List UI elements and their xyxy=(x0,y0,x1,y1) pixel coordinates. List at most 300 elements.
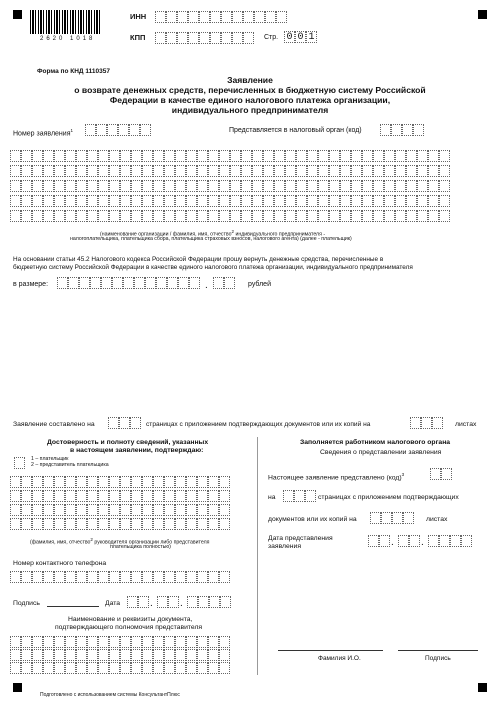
input-cell[interactable] xyxy=(219,180,230,192)
input-cell[interactable] xyxy=(219,476,230,488)
input-cell[interactable] xyxy=(98,180,109,192)
input-cell[interactable] xyxy=(21,518,32,530)
input-cell[interactable] xyxy=(21,165,32,177)
input-cell[interactable] xyxy=(32,571,43,583)
input-cell[interactable] xyxy=(439,165,450,177)
input-cell[interactable] xyxy=(175,476,186,488)
input-cell[interactable] xyxy=(318,150,329,162)
input-cell[interactable] xyxy=(252,165,263,177)
input-cell[interactable] xyxy=(21,476,32,488)
grid-row[interactable] xyxy=(10,150,450,162)
input-cell[interactable] xyxy=(10,636,21,648)
input-cell[interactable] xyxy=(197,210,208,222)
input-cell[interactable] xyxy=(131,476,142,488)
grid-row[interactable] xyxy=(10,195,450,207)
input-cell[interactable] xyxy=(186,490,197,502)
signer-type-field[interactable] xyxy=(14,457,25,469)
grid-row[interactable] xyxy=(10,649,230,661)
input-cell[interactable] xyxy=(230,180,241,192)
input-cell[interactable] xyxy=(439,210,450,222)
input-cell[interactable] xyxy=(131,210,142,222)
input-cell[interactable] xyxy=(153,165,164,177)
input-cell[interactable] xyxy=(263,195,274,207)
input-cell[interactable] xyxy=(221,11,232,23)
input-cell[interactable] xyxy=(109,150,120,162)
grid-row[interactable] xyxy=(10,636,230,648)
input-cell[interactable] xyxy=(384,165,395,177)
input-cell[interactable] xyxy=(120,180,131,192)
input-cell[interactable] xyxy=(252,195,263,207)
input-cell[interactable] xyxy=(296,210,307,222)
input-cell[interactable] xyxy=(340,165,351,177)
input-cell[interactable] xyxy=(87,649,98,661)
input-cell[interactable] xyxy=(210,32,221,44)
input-cell[interactable] xyxy=(219,165,230,177)
input-cell[interactable] xyxy=(219,490,230,502)
input-cell[interactable] xyxy=(109,504,120,516)
input-cell[interactable] xyxy=(208,504,219,516)
input-cell[interactable] xyxy=(175,649,186,661)
input-cell[interactable] xyxy=(166,32,177,44)
input-cell[interactable] xyxy=(189,277,200,289)
input-cell[interactable] xyxy=(76,180,87,192)
input-cell[interactable] xyxy=(219,649,230,661)
input-cell[interactable] xyxy=(351,195,362,207)
input-cell[interactable] xyxy=(87,165,98,177)
input-cell[interactable] xyxy=(221,32,232,44)
input-cell[interactable] xyxy=(87,180,98,192)
input-cell[interactable] xyxy=(32,649,43,661)
input-cell[interactable] xyxy=(85,124,96,136)
input-cell[interactable] xyxy=(175,662,186,674)
input-cell[interactable] xyxy=(263,180,274,192)
input-cell[interactable] xyxy=(153,571,164,583)
input-cell[interactable] xyxy=(197,490,208,502)
sign-date-day[interactable] xyxy=(127,596,149,608)
input-cell[interactable] xyxy=(208,195,219,207)
input-cell[interactable] xyxy=(54,662,65,674)
input-cell[interactable] xyxy=(406,195,417,207)
input-cell[interactable] xyxy=(131,571,142,583)
input-cell[interactable] xyxy=(373,180,384,192)
input-cell[interactable] xyxy=(224,277,235,289)
input-cell[interactable] xyxy=(21,180,32,192)
input-cell[interactable] xyxy=(131,636,142,648)
input-cell[interactable] xyxy=(131,150,142,162)
input-cell[interactable] xyxy=(368,535,379,547)
input-cell[interactable] xyxy=(164,180,175,192)
presented-code-field[interactable] xyxy=(430,468,452,480)
input-cell[interactable] xyxy=(65,195,76,207)
input-cell[interactable] xyxy=(142,490,153,502)
input-cell[interactable] xyxy=(175,490,186,502)
input-cell[interactable] xyxy=(65,636,76,648)
input-cell[interactable] xyxy=(142,195,153,207)
input-cell[interactable] xyxy=(153,490,164,502)
grid-row[interactable] xyxy=(10,180,450,192)
input-cell[interactable] xyxy=(197,195,208,207)
input-cell[interactable] xyxy=(186,180,197,192)
tax-organ-code-field[interactable] xyxy=(380,124,424,136)
input-cell[interactable] xyxy=(109,636,120,648)
input-cell[interactable] xyxy=(65,571,76,583)
input-cell[interactable] xyxy=(164,504,175,516)
input-cell[interactable] xyxy=(450,535,461,547)
input-cell[interactable] xyxy=(197,476,208,488)
input-cell[interactable] xyxy=(164,150,175,162)
input-cell[interactable] xyxy=(340,210,351,222)
input-cell[interactable] xyxy=(98,662,109,674)
input-cell[interactable] xyxy=(208,490,219,502)
input-cell[interactable] xyxy=(138,596,149,608)
input-cell[interactable] xyxy=(219,636,230,648)
input-cell[interactable] xyxy=(153,636,164,648)
signature-line[interactable] xyxy=(47,606,99,607)
input-cell[interactable] xyxy=(219,210,230,222)
input-cell[interactable] xyxy=(175,195,186,207)
input-cell[interactable] xyxy=(208,518,219,530)
input-cell[interactable] xyxy=(381,512,392,524)
input-cell[interactable] xyxy=(87,210,98,222)
input-cell[interactable] xyxy=(318,210,329,222)
input-cell[interactable] xyxy=(107,124,118,136)
input-cell[interactable] xyxy=(10,150,21,162)
input-cell[interactable] xyxy=(197,571,208,583)
input-cell[interactable] xyxy=(76,165,87,177)
input-cell[interactable] xyxy=(142,636,153,648)
input-cell[interactable] xyxy=(241,195,252,207)
input-cell[interactable] xyxy=(87,518,98,530)
input-cell[interactable] xyxy=(142,662,153,674)
input-cell[interactable] xyxy=(87,476,98,488)
received-pages-field[interactable] xyxy=(283,490,316,502)
input-cell[interactable] xyxy=(76,636,87,648)
input-cell[interactable] xyxy=(87,504,98,516)
grid-row[interactable] xyxy=(10,476,230,488)
input-cell[interactable] xyxy=(461,535,472,547)
input-cell[interactable] xyxy=(142,518,153,530)
input-cell[interactable] xyxy=(208,180,219,192)
input-cell[interactable] xyxy=(21,150,32,162)
input-cell[interactable] xyxy=(307,210,318,222)
input-cell[interactable] xyxy=(65,180,76,192)
input-cell[interactable] xyxy=(120,195,131,207)
input-cell[interactable] xyxy=(98,490,109,502)
input-cell[interactable] xyxy=(120,165,131,177)
input-cell[interactable] xyxy=(65,490,76,502)
input-cell[interactable] xyxy=(263,210,274,222)
input-cell[interactable] xyxy=(134,277,145,289)
input-cell[interactable] xyxy=(307,150,318,162)
input-cell[interactable] xyxy=(285,195,296,207)
input-cell[interactable] xyxy=(197,636,208,648)
input-cell[interactable] xyxy=(76,518,87,530)
input-cell[interactable] xyxy=(153,195,164,207)
input-cell[interactable] xyxy=(186,662,197,674)
input-cell[interactable] xyxy=(79,277,90,289)
input-cell[interactable] xyxy=(263,150,274,162)
input-cell[interactable] xyxy=(54,210,65,222)
grid-row[interactable] xyxy=(10,504,230,516)
input-cell[interactable] xyxy=(197,518,208,530)
input-cell[interactable] xyxy=(219,518,230,530)
input-cell[interactable] xyxy=(351,150,362,162)
input-cell[interactable] xyxy=(155,11,166,23)
input-cell[interactable] xyxy=(120,150,131,162)
input-cell[interactable] xyxy=(241,180,252,192)
input-cell[interactable] xyxy=(32,210,43,222)
input-cell[interactable] xyxy=(164,571,175,583)
input-cell[interactable] xyxy=(98,210,109,222)
grid-row[interactable] xyxy=(10,662,230,674)
input-cell[interactable] xyxy=(274,195,285,207)
input-cell[interactable] xyxy=(131,662,142,674)
input-cell[interactable] xyxy=(177,32,188,44)
input-cell[interactable] xyxy=(21,195,32,207)
input-cell[interactable] xyxy=(153,518,164,530)
input-cell[interactable] xyxy=(294,490,305,502)
input-cell[interactable] xyxy=(403,512,414,524)
input-cell[interactable] xyxy=(285,210,296,222)
input-cell[interactable] xyxy=(199,11,210,23)
input-cell[interactable] xyxy=(406,150,417,162)
input-cell[interactable] xyxy=(230,210,241,222)
input-cell[interactable] xyxy=(178,277,189,289)
input-cell[interactable] xyxy=(380,124,391,136)
input-cell[interactable] xyxy=(208,662,219,674)
input-cell[interactable] xyxy=(153,150,164,162)
input-cell[interactable] xyxy=(285,180,296,192)
input-cell[interactable] xyxy=(131,490,142,502)
input-cell[interactable] xyxy=(318,195,329,207)
input-cell[interactable] xyxy=(43,636,54,648)
input-cell[interactable] xyxy=(384,180,395,192)
input-cell[interactable] xyxy=(164,195,175,207)
input-cell[interactable] xyxy=(186,636,197,648)
input-cell[interactable] xyxy=(54,504,65,516)
input-cell[interactable] xyxy=(101,277,112,289)
input-cell[interactable] xyxy=(296,195,307,207)
input-cell[interactable] xyxy=(168,596,179,608)
input-cell[interactable] xyxy=(65,518,76,530)
composed-sheets-field[interactable] xyxy=(410,417,443,429)
input-cell[interactable] xyxy=(362,195,373,207)
input-cell[interactable] xyxy=(153,662,164,674)
input-cell[interactable] xyxy=(32,195,43,207)
presented-date-month[interactable] xyxy=(398,535,420,547)
input-cell[interactable] xyxy=(127,596,138,608)
input-cell[interactable] xyxy=(186,150,197,162)
input-cell[interactable] xyxy=(109,571,120,583)
input-cell[interactable] xyxy=(129,124,140,136)
input-cell[interactable] xyxy=(142,210,153,222)
input-cell[interactable] xyxy=(118,124,129,136)
input-cell[interactable] xyxy=(21,490,32,502)
input-cell[interactable] xyxy=(307,195,318,207)
input-cell[interactable] xyxy=(10,504,21,516)
input-cell[interactable] xyxy=(65,165,76,177)
amount-kopecks-field[interactable] xyxy=(213,277,235,289)
input-cell[interactable] xyxy=(90,277,101,289)
input-cell[interactable] xyxy=(373,165,384,177)
input-cell[interactable] xyxy=(213,277,224,289)
input-cell[interactable] xyxy=(32,662,43,674)
input-cell[interactable] xyxy=(265,11,276,23)
input-cell[interactable] xyxy=(54,195,65,207)
input-cell[interactable] xyxy=(120,490,131,502)
grid-row[interactable] xyxy=(10,518,230,530)
input-cell[interactable] xyxy=(32,636,43,648)
input-cell[interactable] xyxy=(208,571,219,583)
input-cell[interactable] xyxy=(197,649,208,661)
input-cell[interactable] xyxy=(54,150,65,162)
input-cell[interactable] xyxy=(219,571,230,583)
input-cell[interactable] xyxy=(395,150,406,162)
input-cell[interactable] xyxy=(186,571,197,583)
input-cell[interactable] xyxy=(413,124,424,136)
input-cell[interactable] xyxy=(87,636,98,648)
input-cell[interactable] xyxy=(10,649,21,661)
input-cell[interactable] xyxy=(318,180,329,192)
input-cell[interactable] xyxy=(98,518,109,530)
input-cell[interactable] xyxy=(208,210,219,222)
input-cell[interactable] xyxy=(219,150,230,162)
input-cell[interactable] xyxy=(43,180,54,192)
phone-field[interactable] xyxy=(10,571,230,583)
input-cell[interactable] xyxy=(98,195,109,207)
input-cell[interactable] xyxy=(164,662,175,674)
input-cell[interactable] xyxy=(252,210,263,222)
input-cell[interactable] xyxy=(276,11,287,23)
input-cell[interactable] xyxy=(76,476,87,488)
input-cell[interactable] xyxy=(120,504,131,516)
input-cell[interactable] xyxy=(65,476,76,488)
input-cell[interactable] xyxy=(241,165,252,177)
input-cell[interactable] xyxy=(109,476,120,488)
employee-fio-line[interactable] xyxy=(278,650,383,651)
input-cell[interactable] xyxy=(65,649,76,661)
input-cell[interactable] xyxy=(175,210,186,222)
input-cell[interactable] xyxy=(131,180,142,192)
input-cell[interactable] xyxy=(43,150,54,162)
input-cell[interactable] xyxy=(109,490,120,502)
input-cell[interactable] xyxy=(186,518,197,530)
input-cell[interactable] xyxy=(98,636,109,648)
input-cell[interactable] xyxy=(120,662,131,674)
input-cell[interactable] xyxy=(254,11,265,23)
input-cell[interactable] xyxy=(142,504,153,516)
input-cell[interactable] xyxy=(188,32,199,44)
input-cell[interactable] xyxy=(123,277,134,289)
input-cell[interactable] xyxy=(362,210,373,222)
input-cell[interactable] xyxy=(243,32,254,44)
input-cell[interactable] xyxy=(351,165,362,177)
input-cell[interactable] xyxy=(428,150,439,162)
input-cell[interactable] xyxy=(441,468,452,480)
input-cell[interactable] xyxy=(406,165,417,177)
input-cell[interactable] xyxy=(21,636,32,648)
input-cell[interactable] xyxy=(32,504,43,516)
composed-pages-field[interactable] xyxy=(108,417,141,429)
kpp-field[interactable] xyxy=(155,32,254,44)
signer-type-cell[interactable] xyxy=(14,457,25,469)
input-cell[interactable] xyxy=(10,490,21,502)
input-cell[interactable] xyxy=(32,180,43,192)
input-cell[interactable] xyxy=(21,504,32,516)
input-cell[interactable] xyxy=(406,210,417,222)
input-cell[interactable] xyxy=(417,165,428,177)
input-cell[interactable] xyxy=(164,490,175,502)
input-cell[interactable] xyxy=(131,518,142,530)
input-cell[interactable] xyxy=(54,165,65,177)
input-cell[interactable] xyxy=(197,662,208,674)
sign-date-month[interactable] xyxy=(157,596,179,608)
input-cell[interactable] xyxy=(402,124,413,136)
input-cell[interactable] xyxy=(10,571,21,583)
input-cell[interactable] xyxy=(417,150,428,162)
input-cell[interactable] xyxy=(305,490,316,502)
input-cell[interactable] xyxy=(263,165,274,177)
input-cell[interactable] xyxy=(43,504,54,516)
input-cell[interactable] xyxy=(10,518,21,530)
input-cell[interactable] xyxy=(98,476,109,488)
input-cell[interactable] xyxy=(329,210,340,222)
input-cell[interactable] xyxy=(186,476,197,488)
input-cell[interactable] xyxy=(197,165,208,177)
input-cell[interactable] xyxy=(175,518,186,530)
input-cell[interactable] xyxy=(43,195,54,207)
input-cell[interactable] xyxy=(109,165,120,177)
input-cell[interactable] xyxy=(329,195,340,207)
inn-field[interactable] xyxy=(155,11,287,23)
input-cell[interactable] xyxy=(153,476,164,488)
input-cell[interactable] xyxy=(153,210,164,222)
grid-row[interactable] xyxy=(10,165,450,177)
input-cell[interactable] xyxy=(157,596,168,608)
input-cell[interactable] xyxy=(54,571,65,583)
input-cell[interactable] xyxy=(120,476,131,488)
input-cell[interactable] xyxy=(410,417,421,429)
input-cell[interactable] xyxy=(439,195,450,207)
input-cell[interactable] xyxy=(65,150,76,162)
input-cell[interactable] xyxy=(21,571,32,583)
input-cell[interactable] xyxy=(65,662,76,674)
input-cell[interactable] xyxy=(318,165,329,177)
input-cell[interactable] xyxy=(153,180,164,192)
amount-rubles-field[interactable] xyxy=(57,277,200,289)
input-cell[interactable] xyxy=(130,417,141,429)
input-cell[interactable] xyxy=(10,165,21,177)
input-cell[interactable] xyxy=(210,11,221,23)
input-cell[interactable] xyxy=(395,210,406,222)
input-cell[interactable] xyxy=(142,180,153,192)
input-cell[interactable] xyxy=(153,504,164,516)
input-cell[interactable] xyxy=(32,490,43,502)
input-cell[interactable] xyxy=(175,150,186,162)
input-cell[interactable] xyxy=(208,150,219,162)
input-cell[interactable] xyxy=(417,210,428,222)
input-cell[interactable] xyxy=(340,180,351,192)
input-cell[interactable] xyxy=(409,535,420,547)
input-cell[interactable] xyxy=(362,150,373,162)
input-cell[interactable] xyxy=(373,150,384,162)
input-cell[interactable] xyxy=(186,195,197,207)
input-cell[interactable] xyxy=(198,596,209,608)
input-cell[interactable] xyxy=(274,150,285,162)
input-cell[interactable] xyxy=(296,180,307,192)
input-cell[interactable] xyxy=(131,195,142,207)
input-cell[interactable] xyxy=(54,649,65,661)
